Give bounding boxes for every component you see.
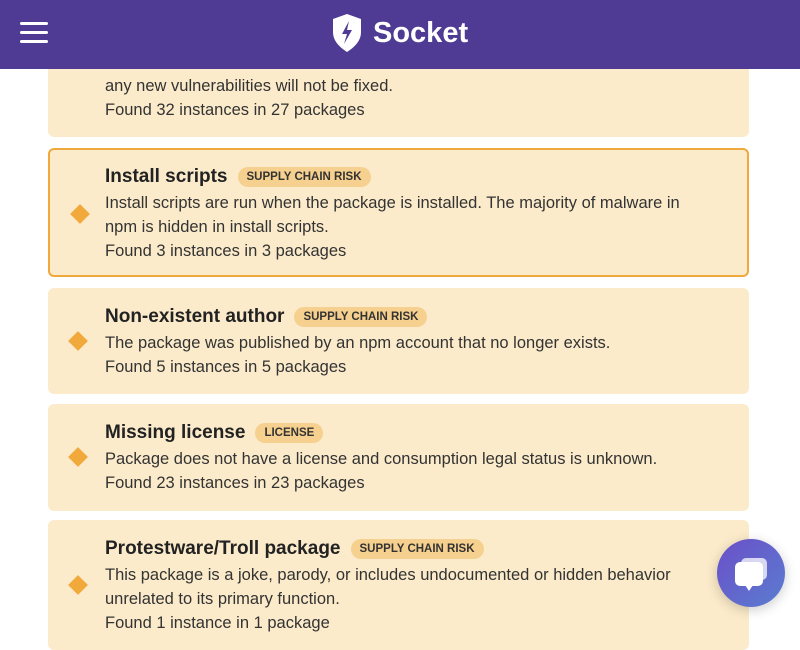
alert-description: Package does not have a license and consumption legal status is unknown. [105,450,658,468]
alert-count: Found 1 instance in 1 package [105,614,330,632]
top-nav [0,0,800,69]
socket-logo[interactable] [333,14,468,52]
alert-count: Found 3 instances in 3 packages [105,242,347,260]
alert-title: Protestware/Troll package [105,538,341,559]
alert-badge: SUPPLY CHAIN RISK [238,167,371,187]
warning-diamond-icon [68,575,88,595]
alert-count: Found 23 instances in 23 packages [105,474,365,492]
alert-title: Missing license [105,422,246,443]
alert-description: Install scripts are run when the package is installed. The majority of malware in npm is hidden in install scripts. [105,194,680,236]
warning-diamond-icon [70,204,90,224]
hamburger-menu-icon[interactable] [20,22,48,44]
brand-name: Socket [373,16,469,49]
alert-description: This package is a joke, parody, or includes undocumented or hidden behavior unrelated to its primary function. [105,566,671,608]
warning-diamond-icon [68,331,88,351]
alert-card-install-scripts[interactable] [48,148,749,277]
alert-card-non-existent-author[interactable] [48,288,749,394]
alert-badge: LICENSE [255,423,323,443]
alert-card-missing-license[interactable] [48,404,749,511]
warning-diamond-icon [68,447,88,467]
shield-bolt-icon [333,14,361,52]
chat-bubble-icon [717,539,785,607]
alert-title: Install scripts [105,166,228,187]
alert-count: Found 5 instances in 5 packages [105,358,347,376]
alert-badge: SUPPLY CHAIN RISK [294,307,427,327]
alert-card-protestware[interactable] [48,520,749,650]
chat-button[interactable] [717,539,785,607]
alert-count: Found 32 instances in 27 packages [105,101,365,119]
alert-description: any new vulnerabilities will not be fixed. [105,77,393,95]
alert-badge: SUPPLY CHAIN RISK [351,539,484,559]
alert-title: Non-existent author [105,306,285,327]
alert-description: The package was published by an npm account that no longer exists. [105,334,611,352]
